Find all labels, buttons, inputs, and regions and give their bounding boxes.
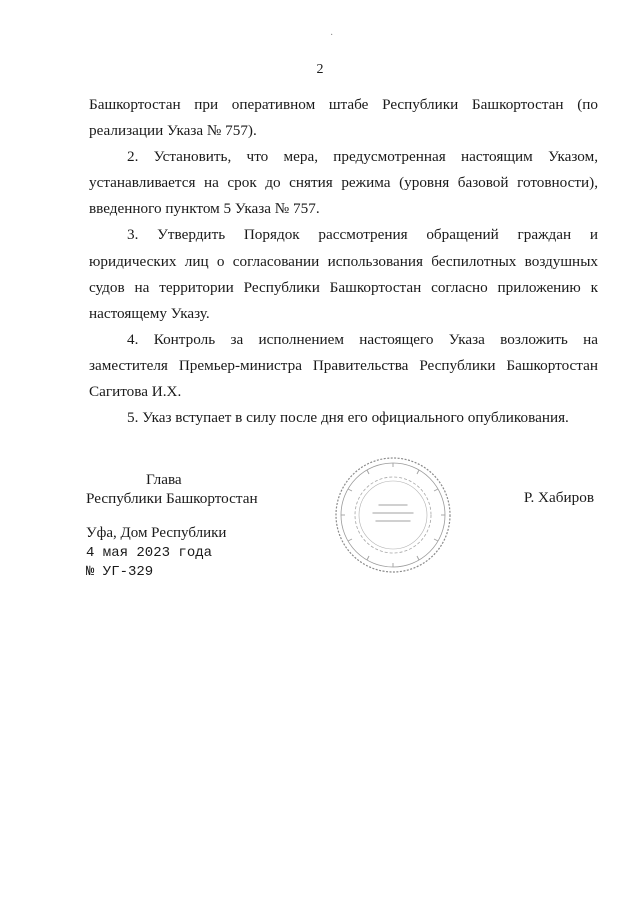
page-number: 2 — [316, 62, 324, 77]
paragraph-continuation: Башкортостан при оперативном штабе Республики Башкортостан (по реализации Указа № 757). — [89, 96, 598, 140]
paragraph-item-3: 3. Утвердить Порядок рассмотрения обращений граждан и юридических лиц о согласовании использования беспилотных воздушных судов на территории Республики Башкортостан согласно приложению к настоящему Указу. — [89, 226, 598, 322]
official-seal-stamp — [333, 455, 453, 575]
signer-title-line1: Глава — [146, 471, 182, 488]
paragraph-item-2: 2. Установить, что мера, предусмотренная настоящим Указом, устанавливается на срок до снятия режима (уровня базовой готовности), введенного пунктом 5 Указа № 757. — [89, 148, 598, 218]
paragraph-item-5: 5. Указ вступает в силу после дня его официального опубликования. — [127, 409, 569, 427]
scan-speck: · — [330, 30, 334, 41]
document-number: № УГ-329 — [86, 564, 154, 580]
document-body — [89, 92, 598, 431]
place-date-number — [86, 524, 226, 583]
signer-title — [86, 470, 258, 508]
document-date: 4 мая 2023 года — [86, 544, 213, 561]
signer-title-line2: Республики Башкортостан — [86, 490, 258, 507]
paragraph-item-4: 4. Контроль за исполнением настоящего Указа возложить на заместителя Премьер-министра Правительства Республики Башкортостан Сагитова И.Х. — [89, 330, 598, 401]
place-city: Уфа, Дом Республики — [86, 525, 227, 541]
signer-name: Р. Хабиров — [523, 489, 594, 506]
